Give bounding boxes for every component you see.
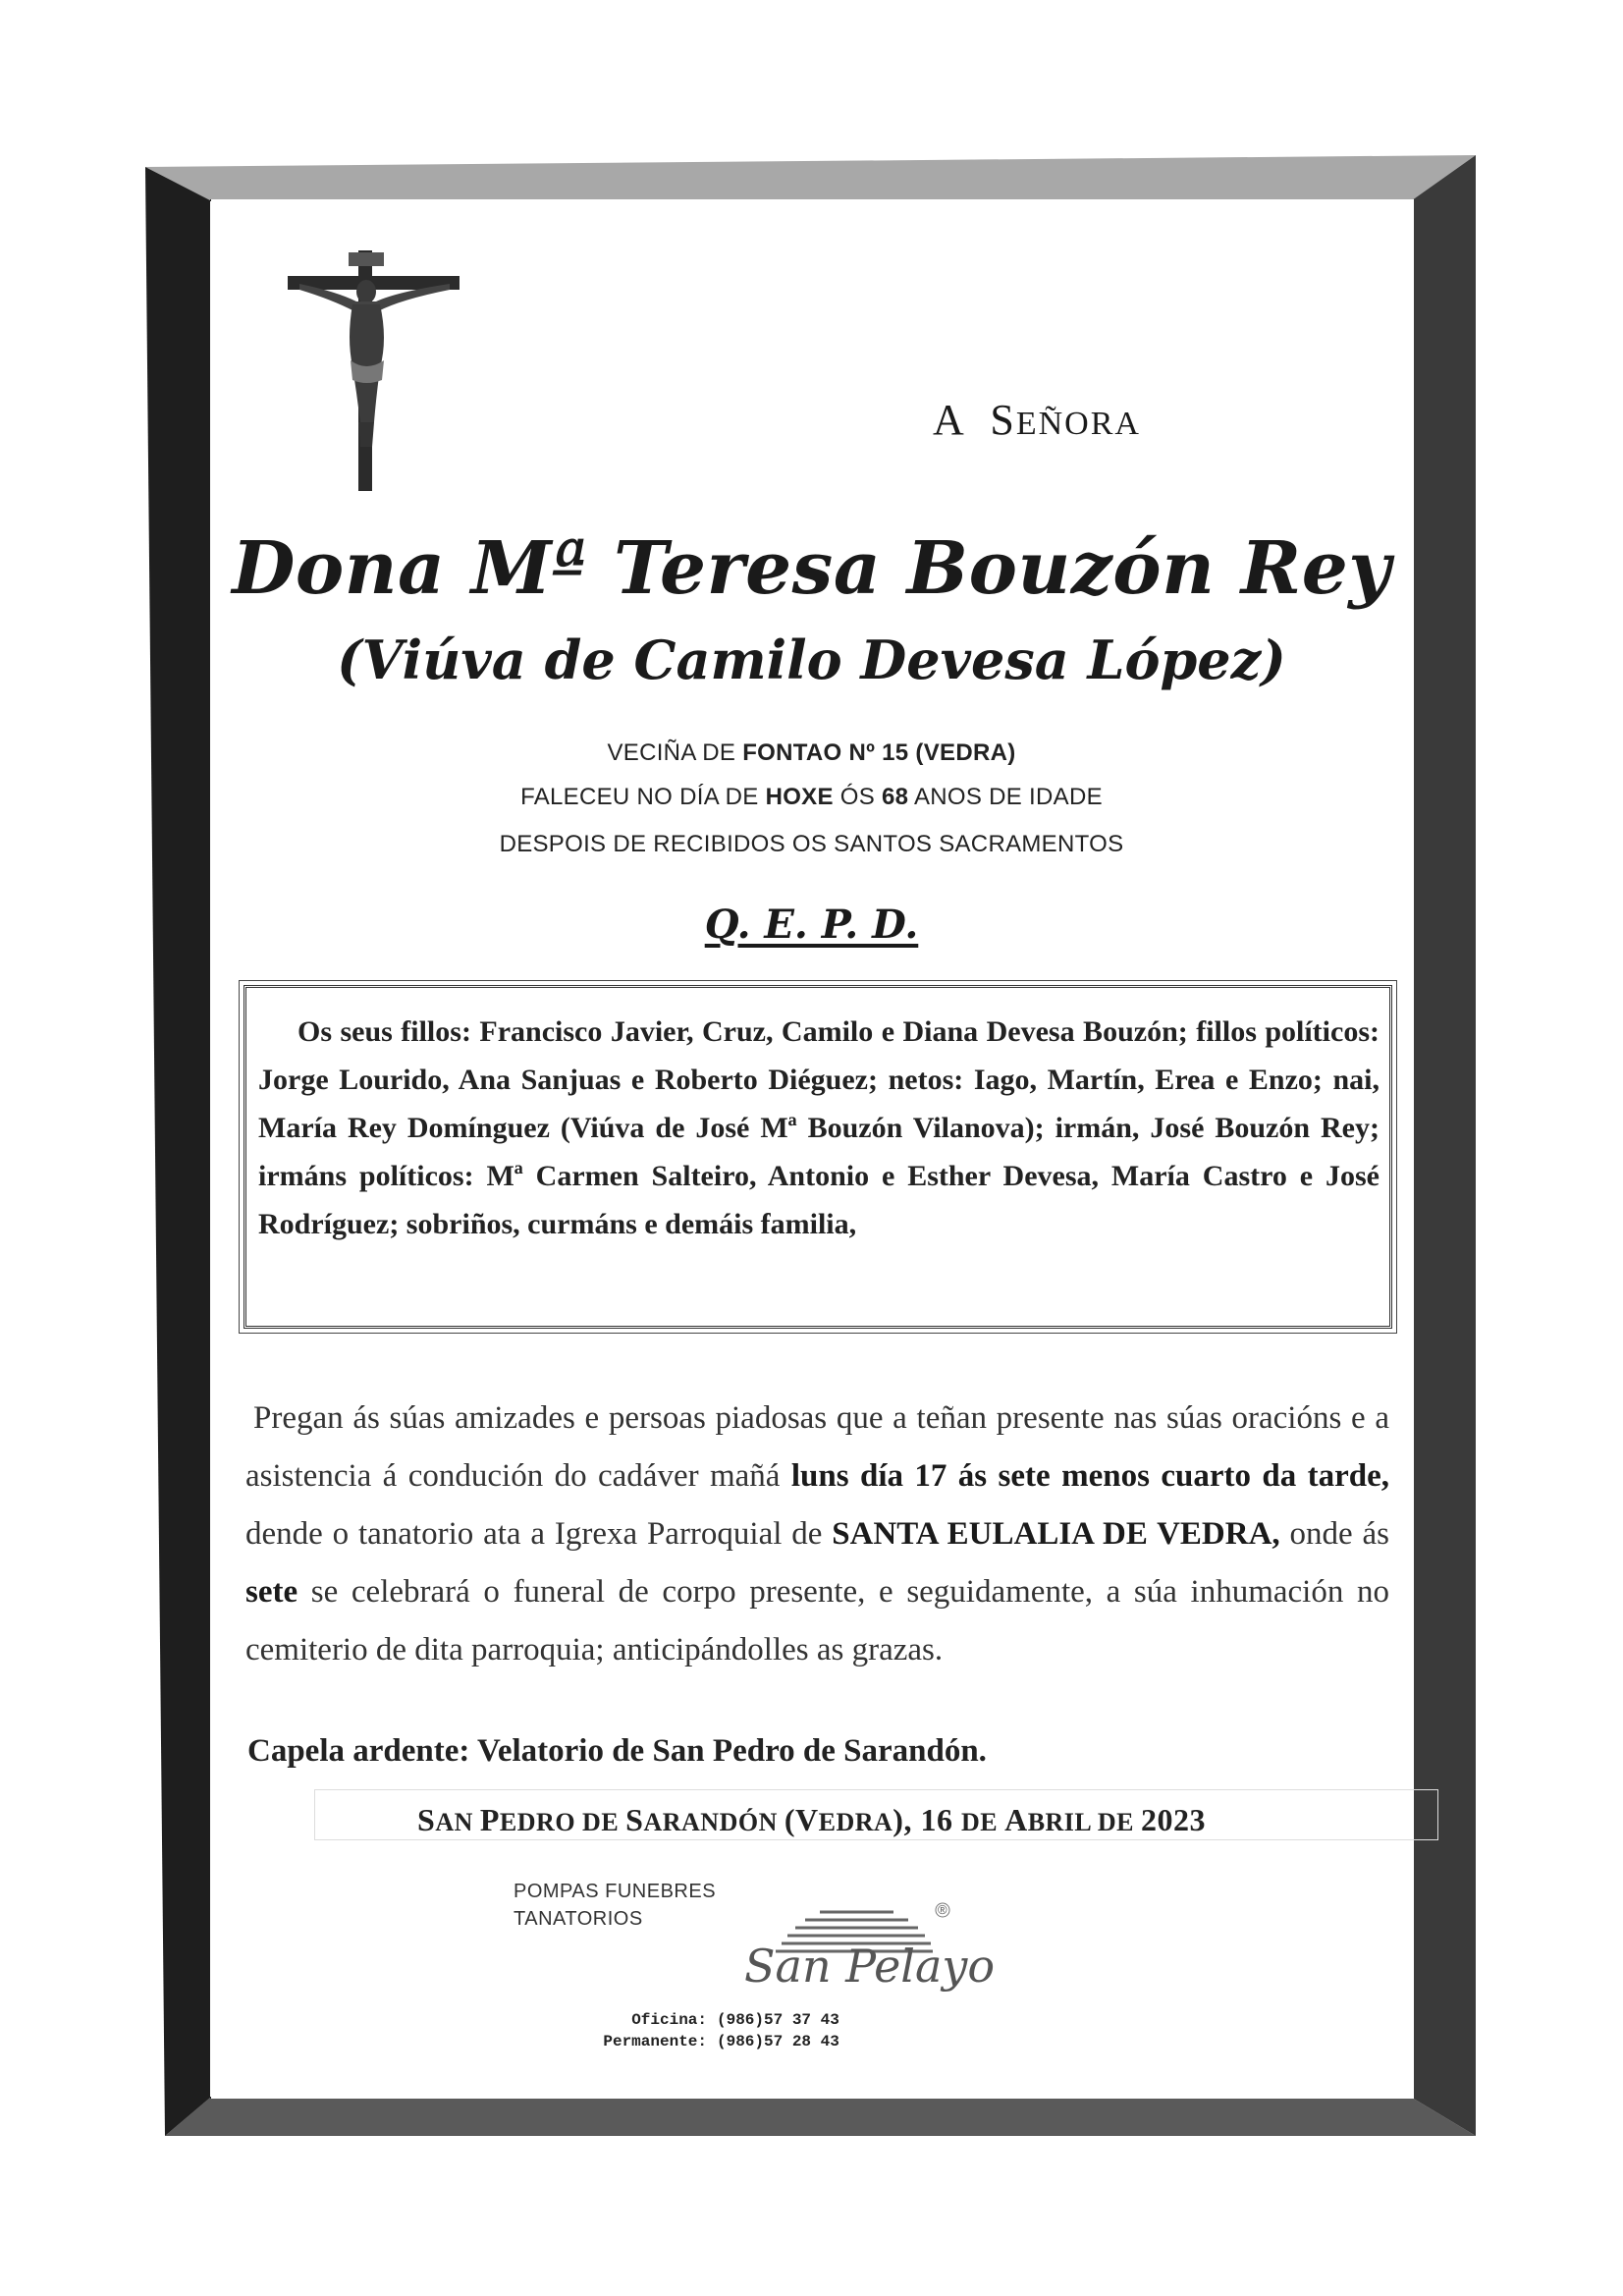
info-text: VECIÑA DE xyxy=(607,739,743,766)
info-line-sacraments: DESPOIS DE RECIBIDOS OS SANTOS SACRAMENTOS xyxy=(499,831,1124,857)
dl-part: S xyxy=(417,1802,436,1837)
salutation xyxy=(933,395,1141,445)
phone-number: (986)57 37 43 xyxy=(717,2011,839,2029)
phone-office xyxy=(579,2009,839,2031)
chapel-line: Capela ardente: Velatorio de San Pedro de Sarandón. xyxy=(247,1733,987,1769)
widow-of: (Viúva de Camilo Devesa López) xyxy=(337,629,1286,691)
info-address: FONTAO Nº 15 (VEDRA) xyxy=(742,739,1016,766)
phone-permanent xyxy=(579,2031,839,2052)
dl-part: ), xyxy=(893,1802,921,1837)
paragraph-text: onde ás xyxy=(1279,1516,1389,1552)
funeral-time: luns día 17 ás sete menos cuarto da tarde, xyxy=(790,1458,1389,1494)
salutation-initial: S xyxy=(990,396,1016,444)
phone-label: Oficina: xyxy=(631,2011,707,2029)
dl-part: BRIL xyxy=(1027,1808,1098,1836)
date-line xyxy=(0,1802,1623,1838)
info-line-death xyxy=(0,784,1623,811)
dl-part: EDRO xyxy=(499,1808,583,1836)
dl-part: ARANDÓN xyxy=(643,1808,784,1836)
dl-part: DE xyxy=(960,1808,1005,1836)
funeral-home-line1: POMPAS FUNEBRES xyxy=(514,1881,717,1902)
crucifix-icon xyxy=(288,250,460,491)
funeral-home-line2: TANATORIOS xyxy=(514,1908,643,1930)
paragraph-text: Pregan ás súas amizades e persoas piadosas que a teñan presente nas súas oracións e a asistencia á condución do cadáver mañá xyxy=(245,1400,1389,1494)
logo-text: San Pelayo xyxy=(744,1940,996,1993)
qepd: Q. E. P. D. xyxy=(704,902,919,948)
dl-part: DE xyxy=(582,1808,626,1836)
info-text: FALECEU NO DÍA DE xyxy=(520,784,766,810)
dl-part: A xyxy=(1004,1802,1028,1837)
family-text: Os seus fillos: Francisco Javier, Cruz, Camilo e Diana Devesa Bouzón; fillos políticos: Jorge Lourido, Ana Sanjuas e Roberto Diéguez; netos: Iago, Martín, Erea e Enzo; nai, María Rey Domínguez (Viúva de José Mª Bouzón Vilanova); irmán, José Bouzón Rey; irmáns políticos: Mª Carmen Salteiro, Antonio e Esther Devesa, María Castro e José Rodríguez; sobriños, curmáns e demáis familia, xyxy=(258,1015,1380,1240)
church-name: SANTA EULALIA DE VEDRA, xyxy=(832,1516,1280,1552)
paragraph-text: dende o tanatorio ata a Igrexa Parroquial de xyxy=(245,1516,833,1552)
phone-number: (986)57 28 43 xyxy=(717,2033,839,2050)
family-box xyxy=(243,985,1392,1329)
info-age: 68 xyxy=(882,784,909,810)
info-text: ÓS xyxy=(833,784,882,810)
funeral-paragraph xyxy=(245,1390,1389,1679)
dl-part: 16 xyxy=(920,1802,961,1837)
phones xyxy=(579,2009,839,2052)
registered-mark: ® xyxy=(938,1902,947,1917)
salutation-a: A xyxy=(933,396,964,444)
dl-part: ( xyxy=(784,1802,796,1837)
paragraph-text: se celebrará o funeral de corpo presente, e seguidamente, a súa inhumación no cemiterio de dita parroquia; anticipándolles as grazas. xyxy=(245,1574,1389,1667)
funeral-home-name xyxy=(514,1878,716,1933)
info-text: ANOS DE IDADE xyxy=(908,784,1103,810)
info-line-residence xyxy=(0,739,1623,767)
dl-part: AN xyxy=(435,1808,480,1836)
info-day: HOXE xyxy=(765,784,834,810)
deceased-name: Dona Mª Teresa Bouzón Rey xyxy=(232,526,1391,611)
salutation-rest: EÑORA xyxy=(1015,406,1141,442)
dl-part: DE xyxy=(1097,1808,1141,1836)
dl-part: V xyxy=(795,1802,819,1837)
dl-part: P xyxy=(479,1802,500,1837)
dl-part: S xyxy=(625,1802,644,1837)
dl-part: 2023 xyxy=(1140,1802,1206,1837)
funeral-hour: sete xyxy=(245,1574,298,1610)
phone-label: Permanente: xyxy=(603,2033,707,2050)
dl-part: EDRA xyxy=(818,1808,893,1836)
